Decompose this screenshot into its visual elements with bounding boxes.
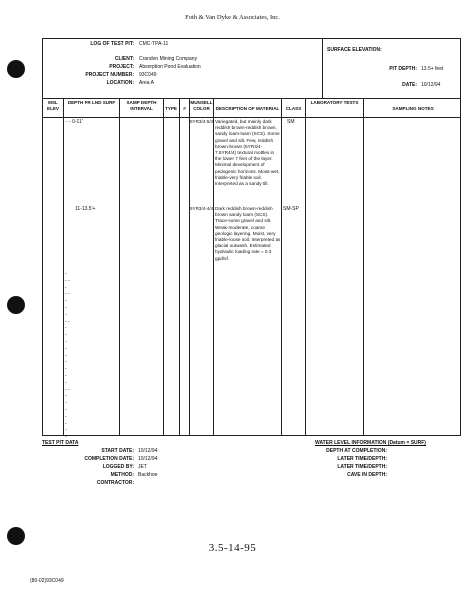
log-value: CMC-TPA-11 [139, 41, 169, 47]
divider [119, 98, 120, 435]
client-label: CLIENT: [114, 56, 134, 62]
method-value: Backhoe [138, 472, 158, 478]
pit-depth-label: PIT DEPTH: [389, 66, 417, 72]
binder-hole [7, 60, 25, 78]
log-table [42, 38, 461, 441]
column-header-lab: LABORATORY TESTS [310, 100, 359, 105]
depth-cell: 11-13.5'+ [75, 206, 96, 212]
footer-code: (80-02)93C049 [30, 578, 64, 584]
divider [179, 98, 180, 435]
divider [163, 98, 164, 435]
column-header-description: DESCRIPTION OF MATERIAL [215, 106, 280, 111]
logged-by-value: JET [138, 464, 147, 470]
location-value: Area A [139, 80, 155, 86]
project-label: PROJECT: [109, 64, 134, 70]
handwritten-page-number: 3.5-14-95 [208, 542, 257, 554]
completion-date-label: COMPLETION DATE: [84, 456, 134, 462]
divider [322, 39, 323, 99]
column-header-depth: DEPTH FR LND SURF [67, 100, 116, 105]
class-cell: SM [287, 119, 295, 125]
depth-at-completion-label: DEPTH AT COMPLETION: [326, 448, 387, 454]
divider [43, 98, 460, 99]
pit-depth-value: 13.5+ feet [421, 66, 444, 72]
depth-tick-marks: - - - - - - - - - - - - - - - - - - - - - - - - - - - - - [65, 271, 70, 441]
column-header-notes: SAMPLING NOTES [392, 106, 434, 111]
contractor-label: CONTRACTOR: [96, 480, 134, 486]
munsell-cell: 5YR3/4-4/4 [190, 206, 214, 211]
column-header-msl: MSL ELEV [47, 100, 59, 111]
divider [189, 98, 190, 435]
description-cell: Variegated, but mainly dark reddish brown-reddish brown, sandy loam-loam (SCS). Some gravel and silt. Few, reddish brown-brown (5YR3/4-7.5YR4/4) textural mottles in the lower 7 feet of the layer. Minimal development of pedogenic horizons. Moist-wet, friable-very friable soil. Interpreted as a sandy till. [215, 119, 280, 187]
later-time-depth-label: LATER TIME/DEPTH: [337, 456, 387, 462]
column-header-number: # [183, 106, 186, 111]
column-header-class: CLASS [285, 106, 302, 111]
binder-hole [7, 296, 25, 314]
project-value: Absorption Pond Evaluation [139, 64, 201, 70]
test-pit-data-section [42, 440, 461, 520]
logged-by-label: LOGGED BY: [102, 464, 134, 470]
project-number-value: 93C049 [139, 72, 157, 78]
divider [281, 98, 282, 435]
divider [213, 98, 214, 435]
surface-elevation-label: SURFACE ELEVATION: [327, 47, 382, 53]
divider [305, 98, 306, 435]
start-date-label: START DATE: [101, 448, 134, 454]
cave-in-depth-label: CAVE IN DEPTH: [347, 472, 387, 478]
water-level-heading: WATER LEVEL INFORMATION (Datum = SURF) [315, 440, 426, 446]
date-value: 10/12/94 [421, 82, 441, 88]
column-header-munsell: MUNSELL COLOR [190, 100, 213, 111]
completion-date-value: 10/12/94 [138, 456, 158, 462]
divider [63, 98, 64, 435]
company-header: Foth & Van Dyke & Associates, Inc. [185, 14, 280, 21]
date-label: DATE: [402, 82, 417, 88]
class-cell: SM-SP [283, 206, 299, 212]
munsell-cell: 5YR3/4-5/4 [190, 119, 214, 124]
client-value: Crandon Mining Company [139, 56, 198, 62]
location-label: LOCATION: [106, 80, 134, 86]
project-number-label: PROJECT NUMBER: [85, 72, 134, 78]
method-label: METHOD: [110, 472, 134, 478]
column-header-sample: SAMP DEPTH INTERVAL [126, 100, 157, 111]
later-time-depth-label: LATER TIME/DEPTH: [337, 464, 387, 470]
divider [43, 117, 460, 118]
test-pit-data-heading: TEST PIT DATA [42, 440, 79, 446]
log-label: LOG OF TEST PIT: [90, 41, 134, 47]
start-date-value: 10/12/94 [138, 448, 158, 454]
divider [363, 98, 364, 435]
depth-cell: - - 0-11' [66, 119, 83, 125]
column-header-type: TYPE [165, 106, 177, 111]
description-cell: Dark reddish brown-reddish brown sandy loam (SCS). Trace-some gravel and silt. Weak-moderate, coarse geologic layering. Moist, very friable-loose soil. Interpreted as glacial outwash. Estimated hydraulic loading rate = 0.3 gpd/sf. [215, 206, 281, 261]
